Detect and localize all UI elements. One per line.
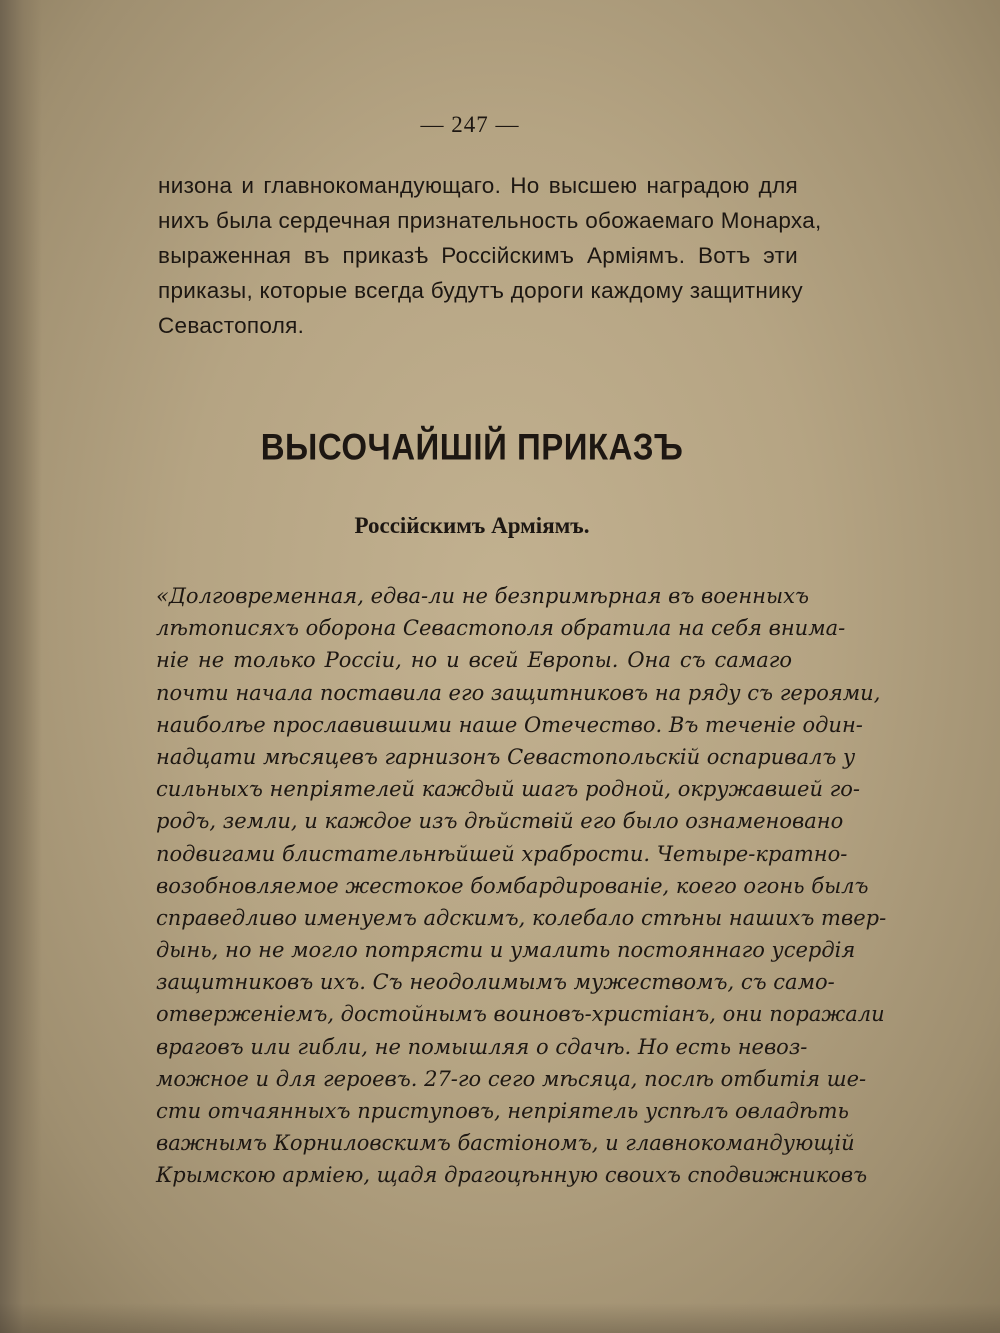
order-line: дынь, но не могло потрясти и умалить постояннаго усердія <box>156 938 856 963</box>
intro-line: нихъ была сердечная признательность обожаемаго Монарха, <box>158 208 822 233</box>
order-line: возобновляемое жестокое бомбардированіе, коего огонь былъ <box>156 873 869 898</box>
order-line: враговъ или гибли, не помышляя о сдачѣ. Но есть невоз- <box>156 1034 808 1059</box>
order-line: сти отчаянныхъ приступовъ, непріятель успѣлъ овладѣть <box>156 1099 849 1123</box>
order-line: почти начала поставила его защитниковъ на ряду съ героями, <box>156 680 881 705</box>
order-line: родъ, земли, и каждое изъ дѣйствій его было ознаменовано <box>156 809 844 834</box>
intro-paragraph <box>158 168 822 343</box>
order-line: ніе не только Россіи, но и всей Европы. Она съ самаго <box>156 648 792 673</box>
order-line: подвигами блистательнѣйшей храбрости. Четыре-кратно- <box>156 841 848 866</box>
section-subheading: Россійскимъ Арміямъ. <box>354 513 590 538</box>
order-line: «Долговременная, едва-ли не безпримѣрная въ военныхъ <box>156 584 809 608</box>
intro-line: приказы, которые всегда будутъ дороги каждому защитнику <box>158 278 803 303</box>
order-line: лѣтописяхъ оборона Севастополя обратила на себя внима- <box>156 616 846 641</box>
intro-line: Севастополя. <box>158 313 305 338</box>
page-number: — 247 — <box>420 112 520 137</box>
order-line: Крымскою арміею, щадя драгоцѣнную своихъ сподвижниковъ <box>156 1163 868 1188</box>
order-line: справедливо именуемъ адскимъ, колебало стѣны нашихъ твер- <box>156 905 887 930</box>
order-line: важнымъ Корниловскимъ бастіономъ, и главнокомандующій <box>156 1131 855 1156</box>
order-line: наиболѣе прославившими наше Отечество. Въ теченіе один- <box>156 712 863 737</box>
order-line: защитниковъ ихъ. Съ неодолимымъ мужествомъ, съ само- <box>156 970 835 995</box>
order-line: отверженіемъ, достойнымъ воиновъ-христіанъ, они поражали <box>156 1002 885 1027</box>
order-line: можное и для героевъ. 27-го сего мѣсяца, послѣ отбитія ше- <box>156 1066 867 1091</box>
intro-line: низона и главнокомандующаго. Но высшею наградою для <box>158 173 798 198</box>
order-line: сильныхъ непріятелей каждый шагъ родной, окружавшей го- <box>156 777 861 802</box>
intro-line: выраженная въ приказѣ Россійскимъ Арміямъ. Вотъ эти <box>158 243 798 268</box>
order-text <box>156 580 887 1192</box>
section-heading: ВЫСОЧАЙШІЙ ПРИКАЗЪ <box>260 425 684 468</box>
order-line: надцати мѣсяцевъ гарнизонъ Севастопольскій оспаривалъ у <box>156 744 856 769</box>
